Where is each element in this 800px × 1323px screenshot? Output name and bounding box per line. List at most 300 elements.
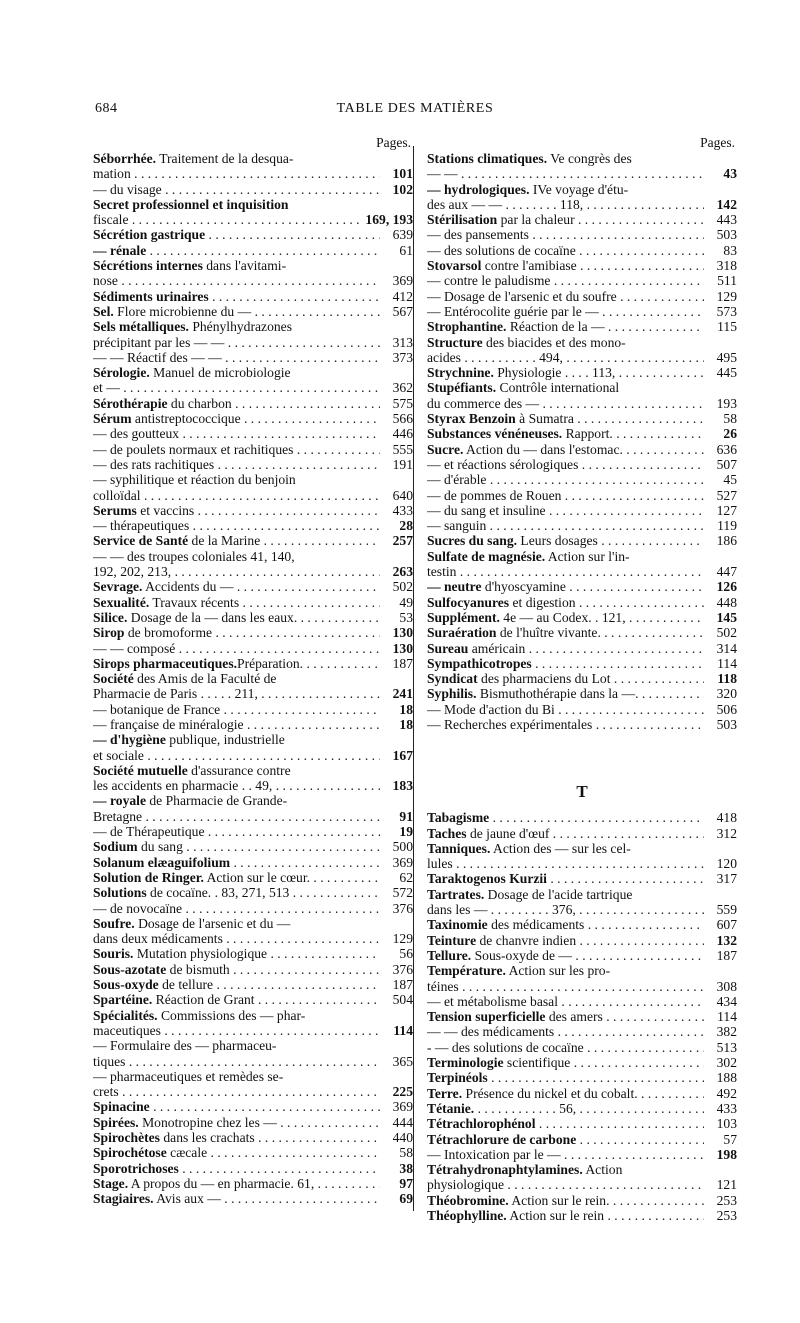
section-spacer (427, 732, 737, 768)
entry-headword: Sucre. (427, 441, 464, 457)
entry-line (427, 182, 737, 197)
entry-description: — botanique de France (93, 701, 221, 717)
entry-text (427, 1116, 704, 1131)
entry-page-number: 91 (399, 808, 413, 824)
entry-line (93, 549, 413, 564)
entry-headword: Tanniques. (427, 840, 491, 856)
entry-text (427, 1009, 704, 1024)
entry-page-number: 433 (716, 1100, 737, 1116)
entry-headword: Stupéfiants. (427, 380, 497, 396)
entry-description: — des pansements (427, 227, 529, 243)
entry-line (427, 1101, 737, 1116)
index-entries-right-t (427, 810, 737, 1223)
entry-page-number: 191 (392, 456, 413, 472)
index-entry (427, 442, 737, 457)
index-entry (427, 610, 737, 625)
index-entry (427, 243, 737, 258)
entry-description: fiscale (93, 212, 129, 228)
entry-page-number: 382 (716, 1024, 737, 1040)
entry-page-number: 507 (716, 456, 737, 472)
entry-headword: Théophylline. (427, 1208, 507, 1223)
entry-page-number: 253 (716, 1208, 737, 1223)
entry-headword: Sels métalliques. (93, 319, 189, 335)
entry-line (93, 1161, 413, 1176)
index-entry (427, 533, 737, 548)
index-entry (427, 151, 737, 182)
entry-text (93, 289, 380, 304)
index-entry (427, 304, 737, 319)
entry-line (427, 1132, 737, 1147)
entry-description: Travaux récents (149, 594, 240, 610)
entry-headword: Tabagisme (427, 810, 490, 826)
entry-page-number: 115 (717, 319, 737, 335)
entry-text (93, 411, 380, 426)
index-entry (93, 549, 413, 580)
entry-page-number: 145 (716, 609, 737, 625)
entry-line (427, 243, 737, 258)
entry-description: de Pharmacie de Grande- (145, 793, 288, 809)
index-entry (93, 243, 413, 258)
entry-page-number: 127 (716, 502, 737, 518)
entry-text (93, 457, 380, 472)
index-entry (427, 1147, 737, 1162)
index-entry (427, 335, 737, 366)
entry-page-number: 56 (399, 946, 413, 962)
entry-headword: Tétrahydronaphtylamines. (427, 1162, 583, 1178)
entry-text (427, 1024, 704, 1039)
entry-text (93, 748, 380, 763)
entry-description: de cocaïne. . 83, 271, 513 (146, 885, 290, 901)
index-entry (93, 793, 413, 824)
entry-description: Présence du nickel et du cobalt. (462, 1085, 638, 1101)
entry-description: . . . . . . . . . . . . 56, (474, 1100, 577, 1116)
entry-headword: Tétanie. (427, 1100, 475, 1116)
entry-description: — — (427, 166, 458, 182)
pages-column-label: Pages. (376, 135, 411, 150)
entry-text (427, 289, 704, 304)
index-entry (93, 426, 413, 441)
entry-description: Réaction de la — (506, 319, 605, 335)
entry-headword: Société mutuelle (93, 762, 188, 778)
entry-text (427, 856, 704, 871)
entry-description: testin (427, 564, 457, 580)
entry-text (93, 197, 288, 212)
entry-line (427, 579, 737, 594)
entry-text (93, 885, 380, 900)
entry-headword: — d'hygiène (93, 732, 166, 748)
entry-text (427, 656, 704, 671)
entry-page-number: 446 (392, 426, 413, 442)
entry-headword: — neutre (427, 579, 482, 595)
entry-text (427, 595, 704, 610)
entry-text (93, 763, 291, 778)
entry-text (427, 610, 704, 625)
entry-headword: Spinacine (93, 1099, 150, 1115)
entry-description: Traitement de la desqua- (156, 151, 294, 166)
index-entry (427, 1116, 737, 1131)
entry-page-number: 58 (723, 411, 737, 427)
entry-description: des pharmaciens du Lot . (477, 671, 618, 687)
entry-headword: Silice. (93, 609, 128, 625)
entry-text (93, 916, 290, 931)
entry-description: 192, 202, 213, (93, 564, 172, 580)
entry-line (427, 933, 737, 948)
entry-headword: Société (93, 671, 134, 687)
entry-text (93, 1145, 380, 1160)
entry-line (427, 212, 737, 227)
entry-line (427, 963, 737, 978)
entry-headword: Structure (427, 334, 483, 350)
entry-page-number: 26 (723, 426, 737, 442)
entry-page-number: 130 (392, 640, 413, 656)
entry-headword: Solanum elæaguifolium (93, 854, 231, 870)
index-entry (427, 1208, 737, 1223)
entry-line (427, 564, 737, 579)
entry-page-number: 142 (716, 196, 737, 212)
entry-description: les accidents en pharmacie . . 49, (93, 778, 273, 794)
index-entry (427, 1162, 737, 1193)
index-entry (427, 641, 737, 656)
entry-text (427, 1055, 704, 1070)
index-entry (93, 457, 413, 472)
entry-description: lules (427, 856, 453, 872)
entry-headword: Sirops pharmaceutiques. (93, 655, 238, 671)
index-entry (93, 1099, 413, 1114)
entry-headword: Substances vénéneuses. (427, 426, 563, 442)
entry-description: de jaune d'œuf (466, 825, 550, 841)
entry-page-number: 567 (392, 303, 413, 319)
entry-line (93, 671, 413, 686)
entry-line (93, 1084, 413, 1099)
entry-text (427, 994, 704, 1009)
entry-line (427, 994, 737, 1009)
entry-page-number: 433 (392, 502, 413, 518)
entry-headword: Taxinomie (427, 917, 488, 933)
entry-line (427, 1208, 737, 1223)
entry-description: tiques (93, 1053, 126, 1069)
index-entry (93, 503, 413, 518)
entry-line (93, 182, 413, 197)
entry-page-number: 313 (392, 334, 413, 350)
index-entry (93, 304, 413, 319)
entry-page-number: 513 (716, 1039, 737, 1055)
entry-line (427, 610, 737, 625)
entry-text (427, 625, 704, 640)
index-entry (93, 610, 413, 625)
index-entry (427, 1024, 737, 1039)
entry-text (93, 396, 380, 411)
entry-page-number: 38 (399, 1160, 413, 1176)
entry-headword: Stage. (93, 1175, 129, 1191)
entry-text (427, 166, 704, 181)
entry-text (93, 151, 293, 166)
entry-line (93, 457, 413, 472)
entry-line (427, 625, 737, 640)
entry-page-number: 502 (392, 579, 413, 595)
entry-line (93, 977, 413, 992)
entry-description: IVe voyage d'étu- (529, 181, 629, 197)
entry-line (93, 778, 413, 793)
entry-description: colloïdal (93, 487, 141, 503)
entry-page-number: 318 (716, 258, 737, 274)
entry-line (93, 319, 413, 334)
entry-page-number: 126 (716, 579, 737, 595)
entry-text (93, 901, 380, 916)
page-number: 684 (95, 101, 118, 116)
entry-headword: Tellure. (427, 947, 472, 963)
entry-page-number: 18 (399, 716, 413, 732)
entry-page-number: 53 (399, 609, 413, 625)
entry-line (427, 902, 737, 917)
index-entry (427, 365, 737, 380)
index-entry (427, 319, 737, 334)
entry-description: — Formulaire des — pharmaceu- (93, 1038, 277, 1054)
index-entry (93, 1161, 413, 1176)
entry-text (93, 610, 380, 625)
index-entry (93, 916, 413, 947)
index-entry (427, 1193, 737, 1208)
entry-text (427, 671, 704, 686)
index-entry (427, 227, 737, 242)
entry-text (427, 641, 704, 656)
entry-line (427, 656, 737, 671)
entry-line (93, 1069, 413, 1084)
entry-page-number: 445 (716, 365, 737, 381)
entry-line (427, 1040, 737, 1055)
entry-text (427, 686, 704, 701)
entry-text (427, 1162, 622, 1177)
entry-page-number: 302 (716, 1055, 737, 1071)
letter-heading: T (576, 782, 588, 802)
entry-description: du charbon (167, 395, 232, 411)
entry-description: Action sur les pro- (505, 963, 611, 979)
entry-text (93, 732, 285, 747)
entry-headword: Sous-azotate (93, 961, 167, 977)
entry-text (93, 1130, 380, 1145)
index-entry (93, 518, 413, 533)
entry-page-number: 120 (716, 856, 737, 872)
entry-description: acides . . . . . . . . . . . 494, (427, 349, 563, 365)
entry-line (93, 748, 413, 763)
entry-line (93, 702, 413, 717)
entry-description: Bismuthothérapie dans la —. (476, 686, 639, 702)
entry-headword: Teinture (427, 932, 477, 948)
entry-text (93, 533, 380, 548)
index-entry (93, 533, 413, 548)
entry-text (427, 304, 704, 319)
index-entry (93, 411, 413, 426)
entry-line (427, 1055, 737, 1070)
entry-line (427, 686, 737, 701)
entry-line (93, 763, 413, 778)
index-entry (427, 457, 737, 472)
entry-description: — de poulets normaux et rachitiques (93, 441, 294, 457)
entry-line (427, 549, 737, 564)
entry-text (93, 1008, 305, 1023)
entry-page-number: 373 (392, 349, 413, 365)
entry-line (93, 533, 413, 548)
entry-text (93, 1038, 276, 1053)
entry-headword: Spirochétose (93, 1145, 167, 1161)
entry-page-number: 369 (392, 854, 413, 870)
entry-text (427, 457, 704, 472)
index-entry (93, 885, 413, 900)
entry-line (427, 396, 737, 411)
entry-page-number: 500 (392, 839, 413, 855)
entry-text (93, 243, 380, 258)
index-entries-right-s (427, 151, 737, 732)
entry-line (427, 426, 737, 441)
index-entry (93, 1176, 413, 1191)
entry-page-number: 443 (716, 212, 737, 228)
entry-text (93, 641, 380, 656)
entry-text (427, 887, 632, 902)
entry-page-number: 444 (392, 1114, 413, 1130)
entry-description: — — des troupes coloniales 41, 140, (93, 548, 295, 564)
entry-description: Leurs dosages . . . (517, 533, 619, 549)
index-entry (93, 1115, 413, 1130)
entry-line (93, 962, 413, 977)
entry-line (93, 595, 413, 610)
entry-text (93, 778, 380, 793)
entry-page-number: 434 (716, 993, 737, 1009)
index-entry (427, 488, 737, 503)
entry-page-number: 183 (392, 778, 413, 794)
entry-line (427, 273, 737, 288)
entry-headword: Souris. (93, 946, 134, 962)
entry-line (427, 871, 737, 886)
entry-text (427, 518, 704, 533)
entry-description: dans deux médicaments (93, 931, 223, 947)
index-entry (93, 763, 413, 794)
entry-text (93, 1054, 380, 1069)
entry-page-number: 448 (716, 594, 737, 610)
entry-text (427, 151, 632, 166)
entry-line (93, 1191, 413, 1206)
entry-description: - — des solutions de cocaïne . . . (427, 1039, 605, 1055)
entry-line (93, 151, 413, 166)
entry-line (93, 304, 413, 319)
pages-column-label: Pages. (700, 135, 735, 150)
entry-headword: Sympathicotropes (427, 655, 532, 671)
entry-page-number: 193 (716, 395, 737, 411)
entry-description: — du visage (93, 181, 162, 197)
entry-description: téines (427, 978, 459, 994)
entry-text (427, 212, 704, 227)
entry-line (93, 1145, 413, 1160)
entry-description: Avis aux — (153, 1191, 221, 1207)
entry-text (427, 1086, 704, 1101)
entry-headword: Sucres du sang. (427, 533, 518, 549)
entry-text (427, 1193, 704, 1208)
entry-page-number: 257 (392, 533, 413, 549)
entry-text (93, 579, 380, 594)
entry-page-number: 97 (399, 1175, 413, 1191)
entry-text (93, 212, 362, 227)
entry-description: des amers . . (545, 1009, 617, 1025)
entry-description: — et réactions sérologiques (427, 456, 579, 472)
entry-text (93, 1176, 380, 1191)
index-entry (93, 1145, 413, 1160)
index-entry (427, 426, 737, 441)
entry-line (427, 948, 737, 963)
entry-line (93, 442, 413, 457)
entry-line (93, 946, 413, 961)
entry-headword: Sérologie. (93, 365, 150, 381)
entry-page-number: 130 (392, 625, 413, 641)
entry-description: publique, industrielle (165, 732, 285, 748)
entry-text (427, 702, 704, 717)
entry-description: et vaccins (136, 502, 195, 518)
index-entry (93, 1038, 413, 1069)
entry-description: physiologique (427, 1177, 505, 1193)
entry-text (427, 1147, 704, 1162)
entry-text (427, 488, 704, 503)
entry-text (427, 365, 704, 380)
entry-text (93, 793, 287, 808)
index-entry (93, 182, 413, 197)
entry-description: — des rats rachitiques (93, 456, 215, 472)
entry-description: des médicaments (487, 917, 585, 933)
entry-page-number: 555 (392, 441, 413, 457)
index-entry (427, 810, 737, 825)
entry-text (93, 319, 292, 334)
entry-description: de bromoforme (124, 625, 213, 641)
entry-text (93, 1099, 380, 1114)
entry-headword: Sérothérapie (93, 395, 168, 411)
index-entry (93, 197, 413, 228)
index-entry (93, 977, 413, 992)
entry-description: scientifique (503, 1055, 571, 1071)
entry-line (93, 1023, 413, 1038)
entry-headword: Stagiaires. (93, 1191, 154, 1207)
entry-headword: Tétrachlorure de carbone (427, 1131, 577, 1147)
entry-description: Action des — sur les cel- (490, 840, 631, 856)
entry-headword: Tétrachlorophénol (427, 1116, 536, 1132)
entry-page-number: 103 (716, 1116, 737, 1132)
entry-page-number: 312 (716, 825, 737, 841)
entry-headword: Sédiments urinaires (93, 288, 209, 304)
index-entry (93, 992, 413, 1007)
entry-text (93, 273, 380, 288)
entry-description: Action sur le rein . . (506, 1208, 618, 1223)
entry-headword: Strophantine. (427, 319, 507, 335)
entry-page-number: 639 (392, 227, 413, 243)
index-entry (93, 396, 413, 411)
index-entry (93, 870, 413, 885)
entry-page-number: 369 (392, 273, 413, 289)
entry-page-number: 114 (717, 655, 737, 671)
entry-line (93, 365, 413, 380)
index-entry (427, 1070, 737, 1085)
entry-headword: Sexualité. (93, 594, 150, 610)
entry-headword: Serums (93, 502, 137, 518)
entry-headword: Sel. (93, 303, 114, 319)
index-entry (427, 212, 737, 227)
entry-text (427, 871, 704, 886)
entry-text (93, 946, 380, 961)
entry-page-number: 188 (716, 1070, 737, 1086)
entry-line (93, 1099, 413, 1114)
entry-text (93, 380, 380, 395)
index-entry (427, 1055, 737, 1070)
index-entry (93, 595, 413, 610)
entry-description: Dosage de l'acide tartrique (484, 886, 633, 902)
entry-line (93, 656, 413, 671)
entry-page-number: 49 (399, 594, 413, 610)
entry-line (93, 855, 413, 870)
entry-description: Action (582, 1162, 623, 1178)
